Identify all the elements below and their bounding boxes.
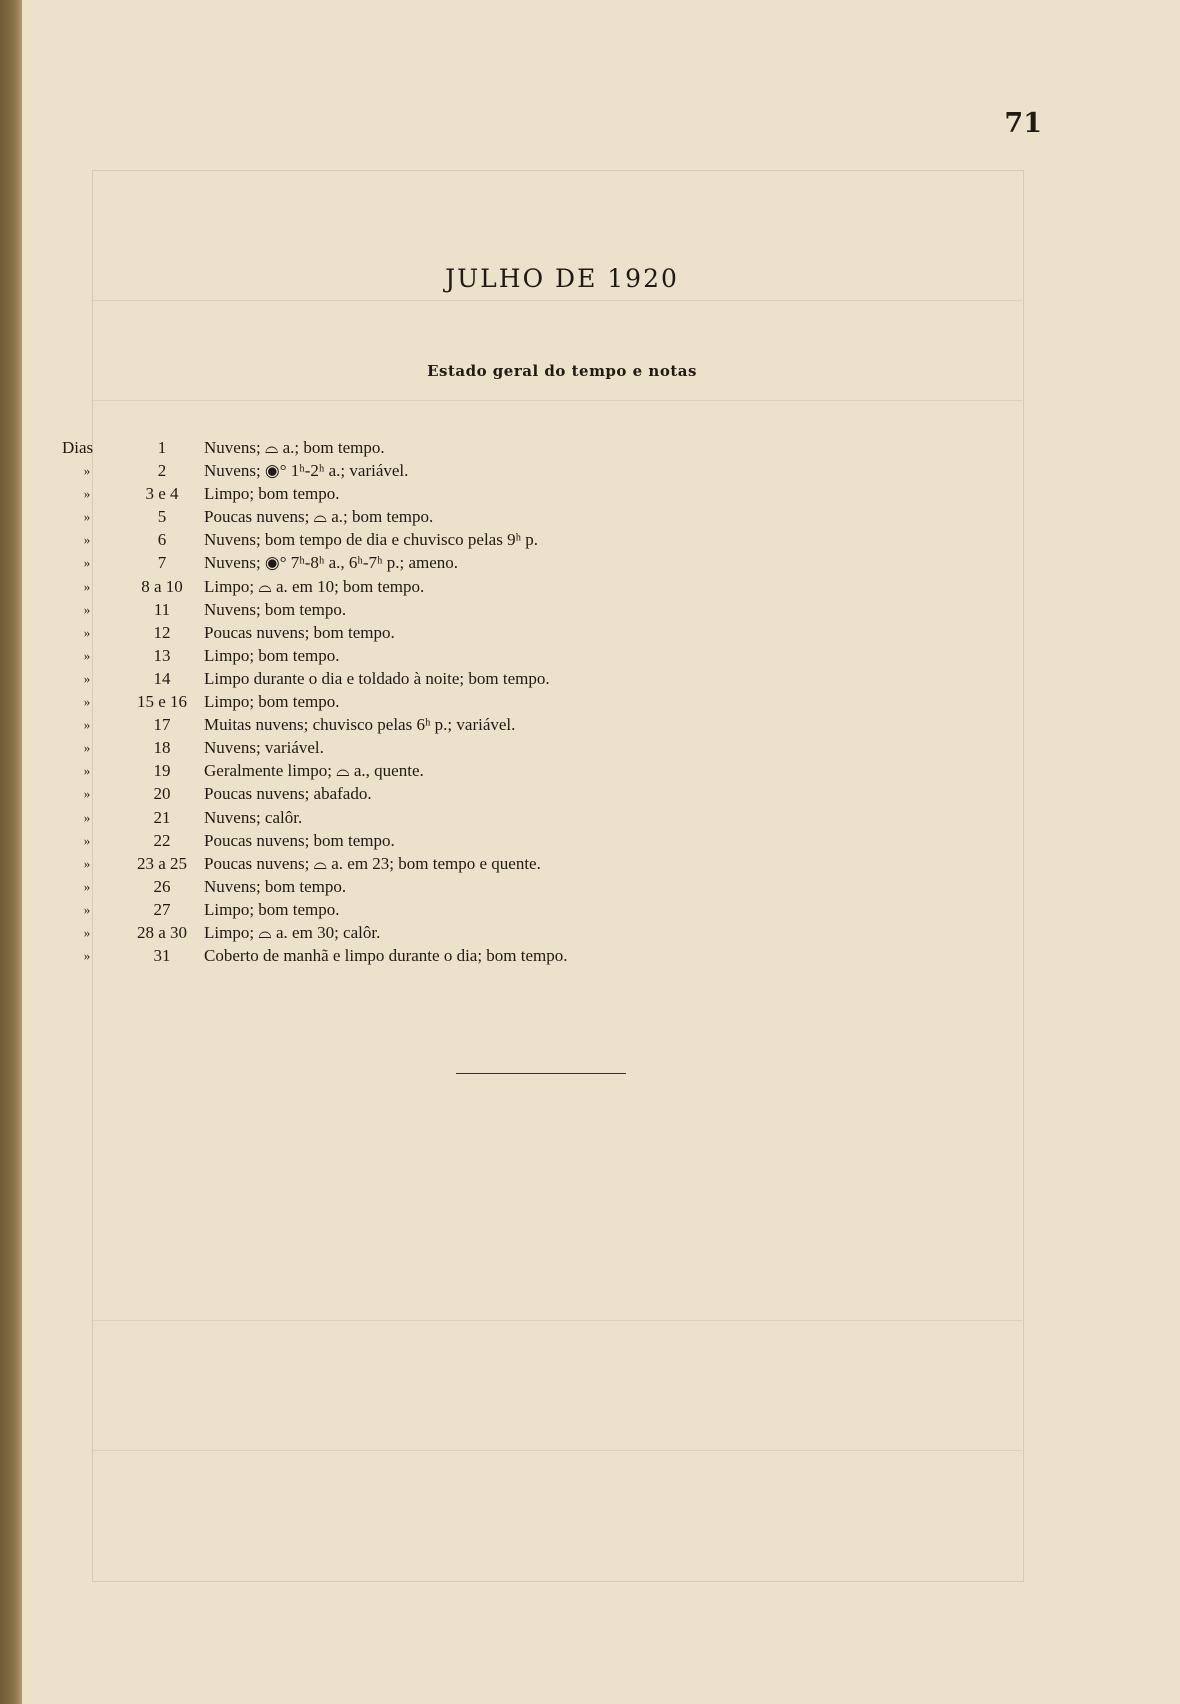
table-row bbox=[22, 921, 1180, 944]
weather-note: Poucas nuvens; ⌓ a.; bom tempo. bbox=[204, 507, 434, 527]
table-row bbox=[22, 459, 1180, 482]
weather-note: Poucas nuvens; bom tempo. bbox=[204, 830, 395, 850]
ditto-mark: » bbox=[83, 555, 91, 571]
day-cell: 14 bbox=[153, 668, 171, 688]
weather-note: Limpo; bom tempo. bbox=[204, 484, 340, 504]
ditto-mark: » bbox=[83, 855, 91, 871]
table-row bbox=[22, 598, 1180, 621]
table-row bbox=[22, 736, 1180, 759]
ditto-mark: » bbox=[83, 601, 91, 617]
weather-note: Limpo; ⌓ a. em 30; calôr. bbox=[204, 922, 381, 942]
table-row bbox=[22, 875, 1180, 898]
day-cell: 27 bbox=[153, 899, 171, 919]
weather-note: Nuvens; ◉° 7ʰ-8ʰ a., 6ʰ-7ʰ p.; ameno. bbox=[204, 553, 459, 573]
table-row bbox=[22, 898, 1180, 921]
weather-note: Poucas nuvens; abafado. bbox=[204, 784, 372, 804]
ditto-mark: » bbox=[83, 832, 91, 848]
day-cell: 7 bbox=[157, 553, 167, 573]
show-through-rule bbox=[92, 400, 1022, 401]
day-cell: 11 bbox=[153, 599, 171, 619]
table-row bbox=[22, 644, 1180, 667]
ditto-mark: » bbox=[83, 624, 91, 640]
weather-note: Limpo; bom tempo. bbox=[204, 899, 340, 919]
day-cell: 12 bbox=[153, 622, 171, 642]
document-page bbox=[22, 0, 1180, 1704]
ditto-mark: » bbox=[83, 578, 91, 594]
weather-note: Muitas nuvens; chuvisco pelas 6ʰ p.; variável. bbox=[204, 715, 516, 735]
day-cell: 5 bbox=[157, 507, 167, 527]
table-row bbox=[22, 551, 1180, 574]
dias-label: Dias bbox=[62, 438, 94, 457]
ditto-mark: » bbox=[83, 763, 91, 779]
weather-note: Nuvens; bom tempo. bbox=[204, 876, 347, 896]
book-spine bbox=[0, 0, 24, 1704]
ditto-mark: » bbox=[83, 532, 91, 548]
weather-note: Limpo; bom tempo. bbox=[204, 692, 340, 712]
ditto-mark: » bbox=[83, 509, 91, 525]
weather-notes-table bbox=[22, 436, 1180, 967]
section-subtitle: Estado geral do tempo e notas bbox=[427, 362, 697, 380]
weather-note: Nuvens; ⌓ a.; bom tempo. bbox=[204, 438, 385, 457]
ditto-mark: » bbox=[83, 670, 91, 686]
day-cell: 3 e 4 bbox=[145, 484, 179, 504]
table-row bbox=[22, 852, 1180, 875]
ditto-mark: » bbox=[83, 809, 91, 825]
table-row bbox=[22, 806, 1180, 829]
ditto-mark: » bbox=[83, 647, 91, 663]
weather-note: Nuvens; bom tempo de dia e chuvisco pelas 9ʰ p. bbox=[204, 530, 539, 550]
ditto-mark: » bbox=[83, 740, 91, 756]
table-row bbox=[22, 690, 1180, 713]
weather-note: Nuvens; calôr. bbox=[204, 807, 303, 827]
table-row bbox=[22, 436, 1180, 459]
day-cell: 19 bbox=[153, 761, 171, 781]
day-cell: 20 bbox=[153, 784, 171, 804]
weather-note: Nuvens; variável. bbox=[204, 738, 324, 758]
day-cell: 6 bbox=[157, 530, 167, 550]
day-cell: 17 bbox=[153, 715, 171, 735]
table-row bbox=[22, 782, 1180, 805]
day-cell: 31 bbox=[153, 946, 171, 966]
show-through-rule bbox=[92, 300, 1022, 301]
ditto-mark: » bbox=[83, 924, 91, 940]
weather-note: Nuvens; bom tempo. bbox=[204, 599, 347, 619]
ditto-mark: » bbox=[83, 901, 91, 917]
table-row bbox=[22, 829, 1180, 852]
day-cell: 15 e 16 bbox=[136, 692, 188, 712]
table-row bbox=[22, 944, 1180, 967]
day-cell: 21 bbox=[153, 807, 171, 827]
page-number: 71 bbox=[1004, 108, 1042, 139]
day-cell: 18 bbox=[153, 738, 171, 758]
table-row bbox=[22, 667, 1180, 690]
ditto-mark: » bbox=[83, 463, 91, 479]
end-divider bbox=[456, 1073, 626, 1074]
ditto-mark: » bbox=[83, 694, 91, 710]
day-cell: 8 a 10 bbox=[141, 576, 183, 596]
table-row bbox=[22, 713, 1180, 736]
weather-note: Geralmente limpo; ⌓ a., quente. bbox=[204, 761, 424, 781]
table-row bbox=[22, 759, 1180, 782]
ditto-mark: » bbox=[83, 786, 91, 802]
day-cell: 28 a 30 bbox=[136, 922, 188, 942]
weather-note: Nuvens; ◉° 1ʰ-2ʰ a.; variável. bbox=[204, 461, 409, 481]
table-row bbox=[22, 528, 1180, 551]
weather-note: Poucas nuvens; bom tempo. bbox=[204, 622, 395, 642]
table-row bbox=[22, 575, 1180, 598]
day-cell: 23 a 25 bbox=[136, 853, 188, 873]
weather-note: Poucas nuvens; ⌓ a. em 23; bom tempo e quente. bbox=[204, 853, 541, 873]
ditto-mark: » bbox=[83, 948, 91, 964]
weather-note: Limpo; bom tempo. bbox=[204, 645, 340, 665]
day-cell: 26 bbox=[153, 876, 171, 896]
page-title: JULHO DE 1920 bbox=[445, 264, 679, 293]
weather-note: Coberto de manhã e limpo durante o dia; bom tempo. bbox=[204, 946, 568, 966]
day-cell: 2 bbox=[157, 461, 167, 481]
day-cell: 13 bbox=[153, 645, 171, 665]
table-row bbox=[22, 505, 1180, 528]
ditto-mark: » bbox=[83, 878, 91, 894]
show-through-rule bbox=[92, 1320, 1022, 1321]
ditto-mark: » bbox=[83, 486, 91, 502]
ditto-mark: » bbox=[83, 717, 91, 733]
weather-note: Limpo; ⌓ a. em 10; bom tempo. bbox=[204, 576, 425, 596]
weather-note: Limpo durante o dia e toldado à noite; bom tempo. bbox=[204, 668, 550, 688]
day-cell: 22 bbox=[153, 830, 171, 850]
table-row bbox=[22, 482, 1180, 505]
day-cell: 1 bbox=[157, 438, 167, 457]
show-through-rule bbox=[92, 1450, 1022, 1451]
table-row bbox=[22, 621, 1180, 644]
